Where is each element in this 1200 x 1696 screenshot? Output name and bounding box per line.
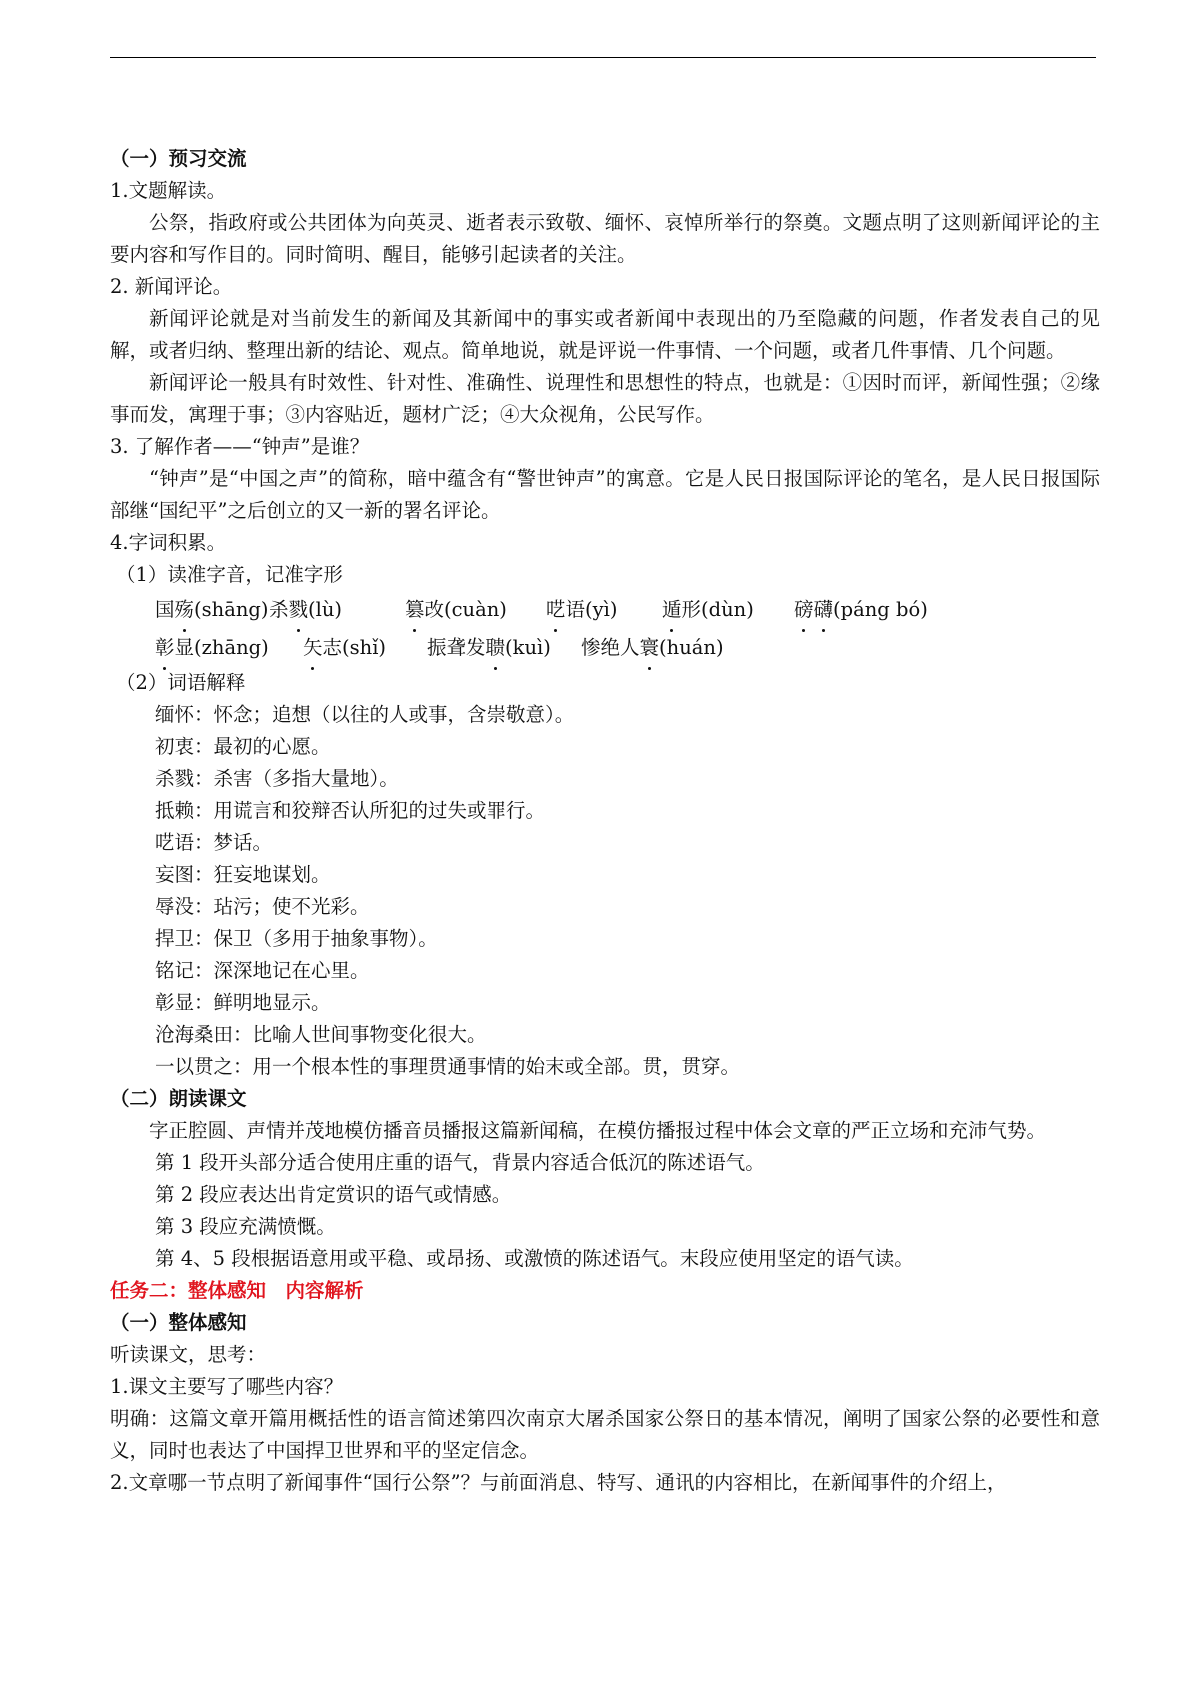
section-heading-reading: （二）朗读课文 xyxy=(110,1087,247,1110)
word-entry: 磅礴(páng bó) xyxy=(794,591,928,629)
paragraph-reading-guide: 字正腔圆、声情并茂地模仿播音员播报这篇新闻稿，在模仿播报过程中体会文章的严正立场和充沛气势。 xyxy=(149,1119,1047,1142)
glossary-entry: 捍卫：保卫（多用于抽象事物）。 xyxy=(155,927,438,950)
glossary-entry: 初衷：最初的心愿。 xyxy=(155,735,331,758)
word-entry: 呓语(yì) xyxy=(546,591,662,629)
question-2: 2.文章哪一节点明了新闻事件“国行公祭”？与前面消息、特写、通讯的内容相比，在新闻事件的介绍上， xyxy=(110,1471,1007,1494)
reading-tip: 第 3 段应充满愤慨。 xyxy=(155,1215,336,1238)
word-entry: 篡改(cuàn) xyxy=(405,591,546,629)
answer-1: 明确：这篇文章开篇用概括性的语言简述第四次南京大屠杀国家公祭日的基本情况，阐明了国家公祭的必要性和意义，同时也表达了中国捍卫世界和平的坚定信念。 xyxy=(110,1407,1100,1462)
item-title-1: 1.文题解读。 xyxy=(110,179,227,202)
task-heading: 任务二：整体感知 内容解析 xyxy=(110,1279,364,1302)
glossary-entry: 呓语：梦话。 xyxy=(155,831,273,854)
question-1: 1.课文主要写了哪些内容？ xyxy=(110,1375,344,1398)
word-entry: 振聋发聩(kuì) xyxy=(427,629,581,667)
word-entry: 遁形(dùn) xyxy=(662,591,794,629)
subsection-glossary: （2）词语解释 xyxy=(116,671,246,694)
glossary-entry: 铭记：深深地记在心里。 xyxy=(155,959,370,982)
paragraph-news-commentary-2: 新闻评论一般具有时效性、针对性、准确性、说理性和思想性的特点，也就是：①因时而评，新闻性强；②缘事而发，寓理于事；③内容贴近，题材广泛；④大众视角，公民写作。 xyxy=(110,371,1100,426)
reading-tip: 第 4、5 段根据语意用或平稳、或昂扬、或激愤的陈述语气。末段应使用坚定的语气读。 xyxy=(155,1247,914,1270)
word-entry: 彰显(zhāng) xyxy=(155,629,303,667)
paragraph-news-commentary-1: 新闻评论就是对当前发生的新闻及其新闻中的事实或者新闻中表现出的乃至隐藏的问题，作者发表自己的见解，或者归纳、整理出新的结论、观点。简单地说，就是评说一件事情、一个问题，或者几件事情、几个问题。 xyxy=(110,307,1100,362)
word-entry: 国殇(shāng) xyxy=(155,591,269,629)
word-entry: 杀戮(lù) xyxy=(269,591,405,629)
glossary-entry: 杀戮：杀害（多指大量地）。 xyxy=(155,767,399,790)
pronunciation-row-2 xyxy=(110,629,1100,667)
section-heading-preview: （一）预习交流 xyxy=(110,147,247,170)
word-entry: 惨绝人寰(huán) xyxy=(581,629,724,667)
glossary-entry: 抵赖：用谎言和狡辩否认所犯的过失或罪行。 xyxy=(155,799,546,822)
item-title-2: 2. 新闻评论。 xyxy=(110,275,233,298)
glossary-entry: 彰显：鲜明地显示。 xyxy=(155,991,331,1014)
section-heading-overview: （一）整体感知 xyxy=(110,1311,247,1334)
glossary-entry: 沧海桑田：比喻人世间事物变化很大。 xyxy=(155,1023,487,1046)
word-entry: 矢志(shǐ) xyxy=(303,629,427,667)
paragraph-author: “钟声”是“中国之声”的简称，暗中蕴含有“警世钟声”的寓意。它是人民日报国际评论的笔名，是人民日报国际部继“国纪平”之后创立的又一新的署名评论。 xyxy=(110,467,1100,522)
glossary-entry: 妄图：狂妄地谋划。 xyxy=(155,863,331,886)
subsection-pronunciation: （1）读准字音，记准字形 xyxy=(116,563,343,586)
glossary-entry: 一以贯之：用一个根本性的事理贯通事情的始末或全部。贯，贯穿。 xyxy=(155,1055,741,1078)
task-intro: 听读课文，思考： xyxy=(110,1343,267,1366)
reading-tip: 第 1 段开头部分适合使用庄重的语气，背景内容适合低沉的陈述语气。 xyxy=(155,1151,765,1174)
reading-tip: 第 2 段应表达出肯定赏识的语气或情感。 xyxy=(155,1183,512,1206)
pronunciation-row-1 xyxy=(110,591,1100,629)
item-title-3: 3. 了解作者——“钟声”是谁？ xyxy=(110,435,370,458)
paragraph-title-interpretation: 公祭，指政府或公共团体为向英灵、逝者表示致敬、缅怀、哀悼所举行的祭奠。文题点明了这则新闻评论的主要内容和写作目的。同时简明、醒目，能够引起读者的关注。 xyxy=(110,211,1100,266)
glossary-entry: 缅怀：怀念；追想（以往的人或事，含崇敬意）。 xyxy=(155,703,575,726)
item-title-4: 4.字词积累。 xyxy=(110,531,227,554)
glossary-entry: 辱没：玷污；使不光彩。 xyxy=(155,895,370,918)
header-rule xyxy=(110,57,1096,58)
document-body xyxy=(110,143,1100,1499)
